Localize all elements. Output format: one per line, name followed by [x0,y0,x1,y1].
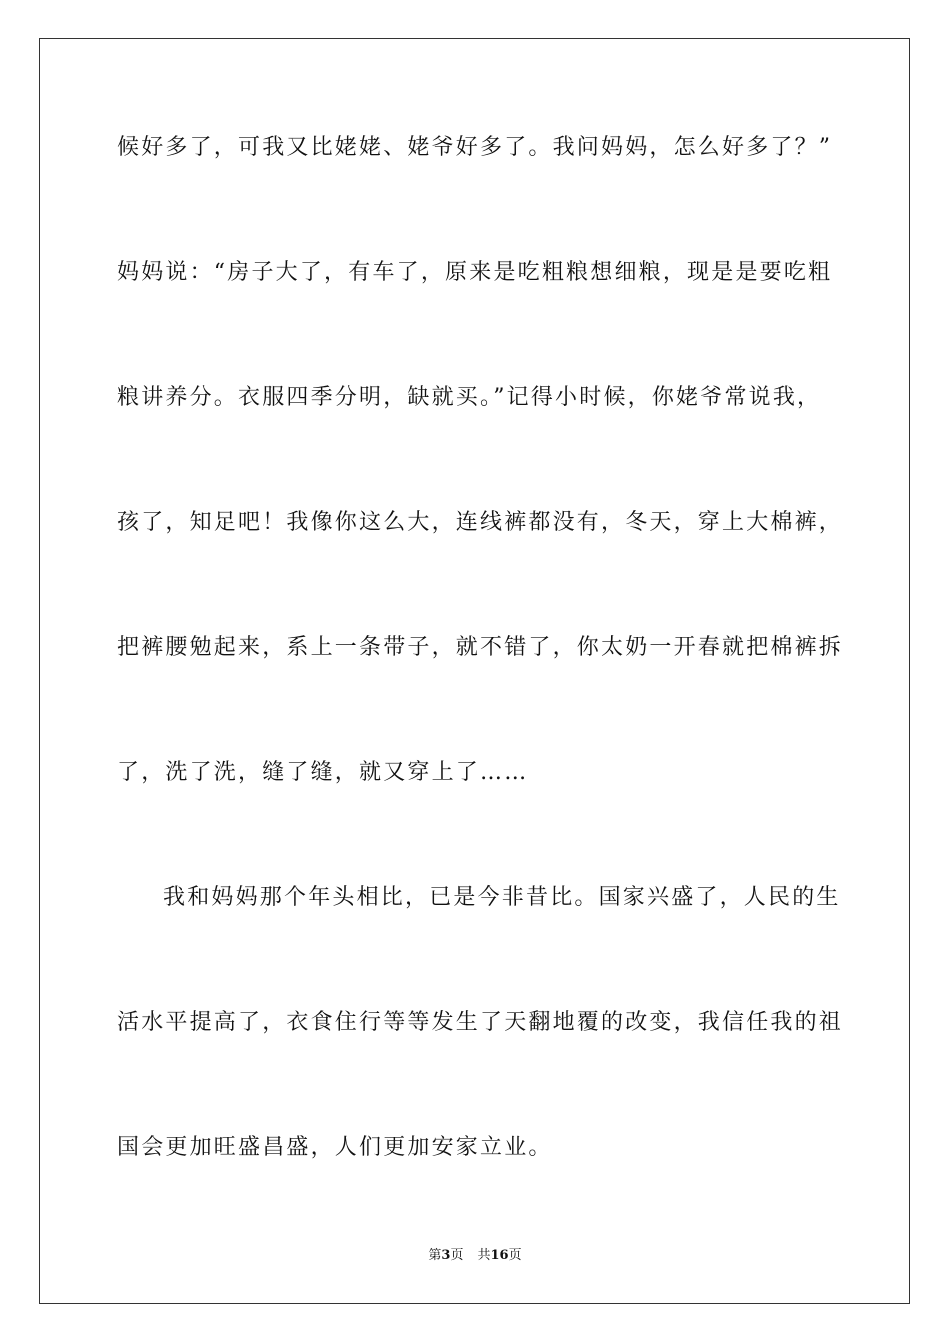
body-line-2: 妈妈说：“房子大了，有车了，原来是吃粗粮想细粮，现是是要吃粗 [117,260,833,285]
page-footer [0,1247,950,1265]
footer-page-number: 3 [441,1248,451,1263]
footer-total-number: 16 [490,1248,509,1263]
body-line-4: 孩了，知足吧！我像你这么大，连线裤都没有，冬天，穿上大棉裤， [117,510,844,535]
body-line-5: 把裤腰勉起来，系上一条带子，就不错了，你太奶一开春就把棉裤拆 [117,635,844,660]
body-line-7: 我和妈妈那个年头相比，已是今非昔比。国家兴盛了，人民的生 [163,885,841,910]
body-line-9: 国会更加旺盛昌盛，人们更加安家立业。 [117,1135,553,1160]
footer-page-suffix: 页 [450,1248,464,1263]
body-line-3: 粮讲养分。衣服四季分明，缺就买。”记得小时候，你姥爷常说我， [117,385,822,410]
footer-total-prefix: 共 [477,1248,491,1263]
footer-page-prefix: 第 [428,1248,442,1263]
footer-total-suffix: 页 [508,1248,522,1263]
page-border [39,38,910,1304]
body-line-6: 了，洗了洗，缝了缝，就又穿上了…… [117,760,529,785]
body-line-8: 活水平提高了，衣食住行等等发生了天翻地覆的改变，我信任我的祖 [117,1010,844,1035]
body-line-1: 候好多了，可我又比姥姥、姥爷好多了。我问妈妈，怎么好多了？” [117,135,833,160]
